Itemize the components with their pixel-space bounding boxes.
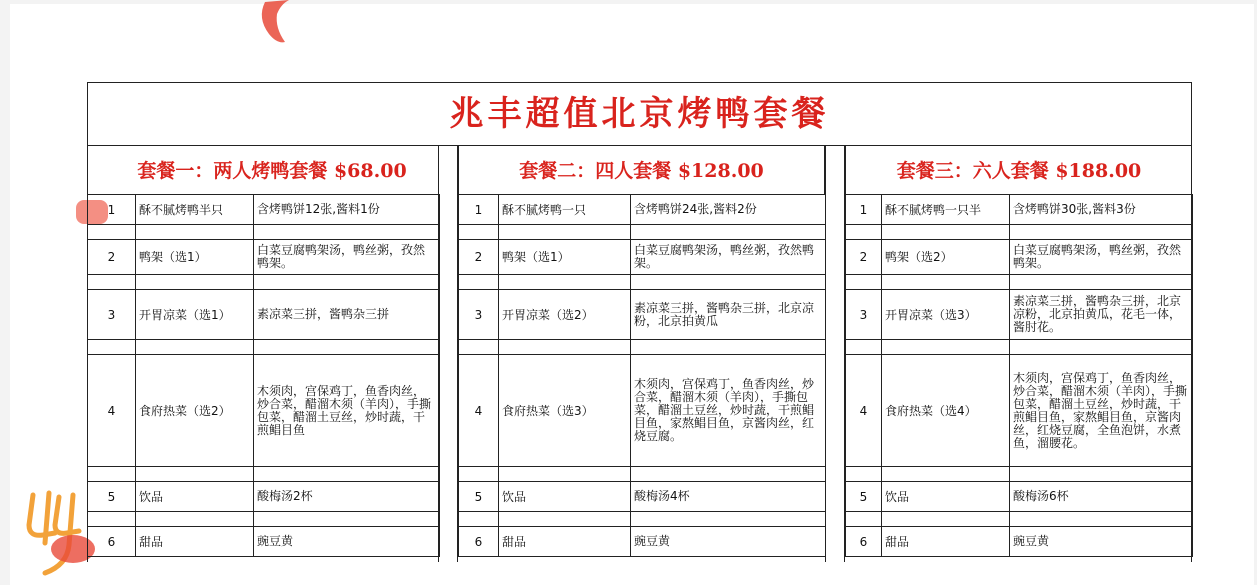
table-row (846, 355, 1193, 467)
row-item: 鸭架（选1） (136, 240, 254, 275)
spacer-row (846, 467, 1193, 482)
row-number: 4 (846, 355, 882, 467)
table-row (846, 527, 1193, 557)
row-item: 甜品 (882, 527, 1010, 557)
table-row (459, 290, 826, 340)
spacer-row (846, 512, 1193, 527)
row-item: 甜品 (136, 527, 254, 557)
page-title: 兆丰超值北京烤鸭套餐 (87, 82, 1192, 146)
row-number: 4 (88, 355, 136, 467)
table-row (846, 195, 1193, 225)
row-detail: 含烤鸭饼12张,酱料1份 (254, 195, 440, 225)
package-2-table (458, 194, 826, 557)
row-detail: 素凉菜三拼，酱鸭杂三拼，北京凉粉，北京拍黄瓜，花毛一体，酱肘花。 (1010, 290, 1193, 340)
row-number: 6 (88, 527, 136, 557)
row-detail: 白菜豆腐鸭架汤，鸭丝粥，孜然鸭架。 (1010, 240, 1193, 275)
row-detail: 豌豆黄 (631, 527, 826, 557)
row-detail: 木须肉，宫保鸡丁，鱼香肉丝，炒合菜，醋溜木须（羊肉），手撕包菜，醋溜土豆丝，炒时蔬，干煎鲳目鱼，家熬鲳目鱼，京酱肉丝，红烧豆腐。 (631, 355, 826, 467)
table-row (88, 195, 440, 225)
row-number: 2 (459, 240, 499, 275)
row-number: 3 (846, 290, 882, 340)
row-item: 食府热菜（选2） (136, 355, 254, 467)
row-number: 1 (846, 195, 882, 225)
row-item: 开胃凉菜（选1） (136, 290, 254, 340)
row-item: 甜品 (499, 527, 631, 557)
table-row (88, 527, 440, 557)
package-2-header: 套餐二：四人套餐 $128.00 (458, 146, 825, 194)
table-row (846, 482, 1193, 512)
table-row (846, 290, 1193, 340)
spacer-row (88, 512, 440, 527)
handwritten-mark-bottom-left (15, 485, 95, 585)
row-item: 开胃凉菜（选2） (499, 290, 631, 340)
spacer-row (88, 225, 440, 240)
column-gap (825, 146, 845, 562)
row-number: 5 (846, 482, 882, 512)
table-row (459, 482, 826, 512)
table-row (88, 482, 440, 512)
row-item: 酥不腻烤鸭一只 (499, 195, 631, 225)
row-item: 鸭架（选2） (882, 240, 1010, 275)
package-3-header: 套餐三：六人套餐 $188.00 (845, 146, 1192, 194)
table-row (846, 240, 1193, 275)
row-number: 1 (88, 195, 136, 225)
row-detail: 酸梅汤4杯 (631, 482, 826, 512)
spacer-row (459, 275, 826, 290)
row-item: 开胃凉菜（选3） (882, 290, 1010, 340)
package-1-table (87, 194, 440, 557)
spacer-row (846, 340, 1193, 355)
highlighter-mark-top (255, 0, 295, 45)
row-item: 饮品 (499, 482, 631, 512)
row-item: 食府热菜（选3） (499, 355, 631, 467)
row-number: 6 (846, 527, 882, 557)
spacer-row (459, 512, 826, 527)
row-item: 酥不腻烤鸭一只半 (882, 195, 1010, 225)
row-detail: 豌豆黄 (254, 527, 440, 557)
row-item: 饮品 (882, 482, 1010, 512)
table-row (459, 355, 826, 467)
package-1-header: 套餐一：两人烤鸭套餐 $68.00 (87, 146, 458, 194)
row-detail: 豌豆黄 (1010, 527, 1193, 557)
row-number: 2 (846, 240, 882, 275)
spacer-row (846, 225, 1193, 240)
row-detail: 酸梅汤2杯 (254, 482, 440, 512)
spacer-row (459, 225, 826, 240)
row-detail: 含烤鸭饼24张,酱料2份 (631, 195, 826, 225)
row-number: 6 (459, 527, 499, 557)
package-3-table (845, 194, 1193, 557)
table-row (88, 290, 440, 340)
row-detail: 木须肉，宫保鸡丁，鱼香肉丝，炒合菜，醋溜木须（羊肉），手撕包菜，醋溜土豆丝，炒时蔬，干煎鲳目鱼 (254, 355, 440, 467)
spacer-row (88, 467, 440, 482)
row-item: 食府热菜（选4） (882, 355, 1010, 467)
table-row (459, 527, 826, 557)
row-detail: 素凉菜三拼，酱鸭杂三拼，北京凉粉，北京拍黄瓜 (631, 290, 826, 340)
table-row (88, 240, 440, 275)
row-detail: 木须肉，宫保鸡丁，鱼香肉丝，炒合菜，醋溜木须（羊肉），手撕包菜，醋溜土豆丝，炒时蔬，干煎鲳目鱼，家熬鲳目鱼，京酱肉丝，红烧豆腐，全鱼泡饼，水煮鱼，溜腰花。 (1010, 355, 1193, 467)
table-row (88, 355, 440, 467)
table-row (459, 195, 826, 225)
spacer-row (846, 275, 1193, 290)
spacer-row (459, 340, 826, 355)
spacer-row (88, 340, 440, 355)
row-detail: 酸梅汤6杯 (1010, 482, 1193, 512)
row-number: 2 (88, 240, 136, 275)
row-item: 酥不腻烤鸭半只 (136, 195, 254, 225)
row-item: 饮品 (136, 482, 254, 512)
row-number: 4 (459, 355, 499, 467)
spacer-row (88, 275, 440, 290)
row-number: 3 (88, 290, 136, 340)
row-number: 3 (459, 290, 499, 340)
row-number: 5 (88, 482, 136, 512)
row-detail: 素凉菜三拼，酱鸭杂三拼 (254, 290, 440, 340)
row-item: 鸭架（选1） (499, 240, 631, 275)
row-number: 5 (459, 482, 499, 512)
row-detail: 白菜豆腐鸭架汤，鸭丝粥，孜然鸭架。 (254, 240, 440, 275)
table-row (459, 240, 826, 275)
column-gap (438, 146, 458, 562)
spacer-row (459, 467, 826, 482)
row-number: 1 (459, 195, 499, 225)
row-detail: 白菜豆腐鸭架汤，鸭丝粥，孜然鸭架。 (631, 240, 826, 275)
row-detail: 含烤鸭饼30张,酱料3份 (1010, 195, 1193, 225)
